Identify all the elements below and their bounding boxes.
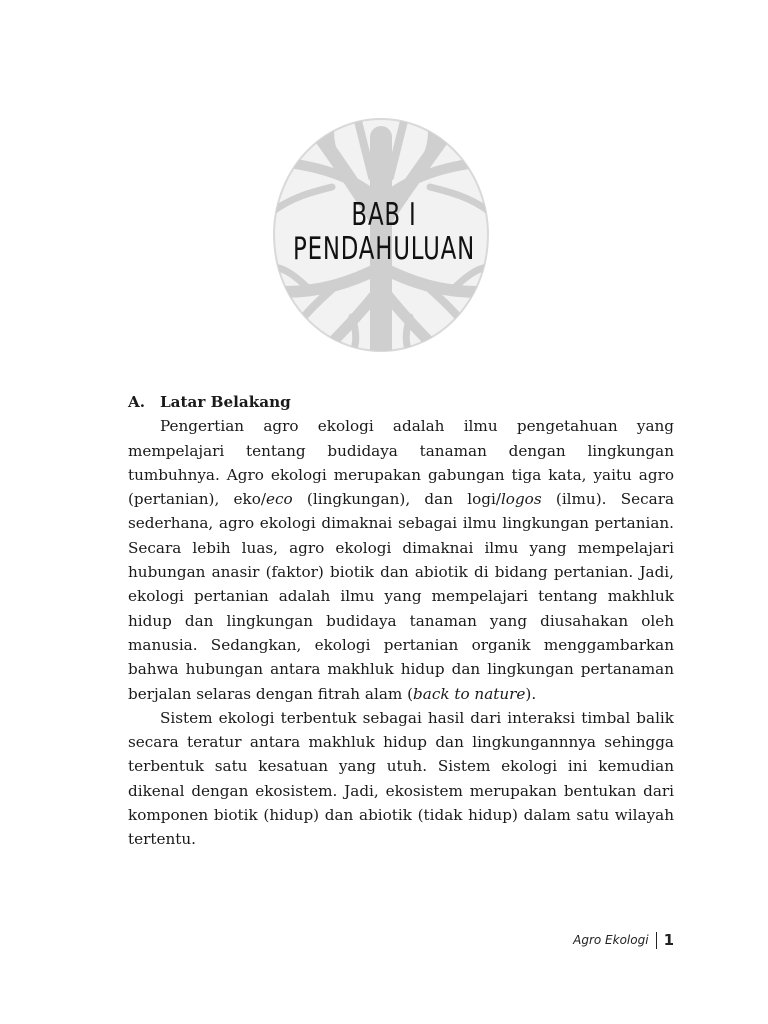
footer-divider [656, 932, 657, 949]
section-title: Latar Belakang [160, 393, 291, 411]
section-number: A. [128, 393, 146, 411]
paragraph-2 [128, 706, 674, 852]
text-run: (ilmu). Secara sederhana, agro ekologi dimaknai sebagai ilmu lingkungan pertanian. Secara lebih luas, agro ekologi dimaknai ilmu yang mempelajari hubungan anasir (faktor) biotik dan abiotik di bidang pertanian. Jadi, ekologi pertanian adalah ilmu yang mempelajari tentang makhluk hidup dan lingkungan budidaya tanaman yang diusahakan oleh manusia. Sedangkan, ekologi pertanian organik menggambarkan bahwa hubungan antara makhluk hidup dan lingkungan pertanaman berjalan selaras dengan fitrah alam ( [128, 490, 675, 703]
paragraph-1 [128, 414, 674, 706]
text-run: (lingkungan), dan logi/ [292, 490, 501, 509]
italic-term: eco [266, 490, 293, 509]
section-heading [128, 390, 674, 414]
page-footer [573, 931, 674, 949]
footer-book-title: Agro Ekologi [573, 933, 649, 947]
text-run: Pengertian agro ekologi adalah ilmu pengetahuan yang mempelajari tentang budidaya tanaman dengan lingkungan tumbuhnya. Agro ekologi merupakan gabungan tiga kata, yaitu agro (pertanian), eko/ [128, 417, 674, 509]
text-run: ). [525, 684, 537, 703]
body-text [128, 390, 674, 852]
italic-term: logos [500, 490, 542, 509]
italic-term: back to nature [413, 684, 526, 703]
text-run: Sistem ekologi terbentuk sebagai hasil dari interaksi timbal balik secara teratur antara makhluk hidup dan lingkungannnya sehingga terbentuk satu kesatuan yang utuh. Sistem ekologi ini kemudian dikenal dengan ekosistem. Jadi, ekosistem merupakan bentukan dari komponen biotik (hidup) dan abiotik (tidak hidup) dalam satu wilayah tertentu. [128, 708, 674, 849]
chapter-title: PENDAHULUAN [292, 231, 476, 267]
chapter-number: BAB I [351, 197, 417, 233]
page-number: 1 [663, 931, 674, 949]
